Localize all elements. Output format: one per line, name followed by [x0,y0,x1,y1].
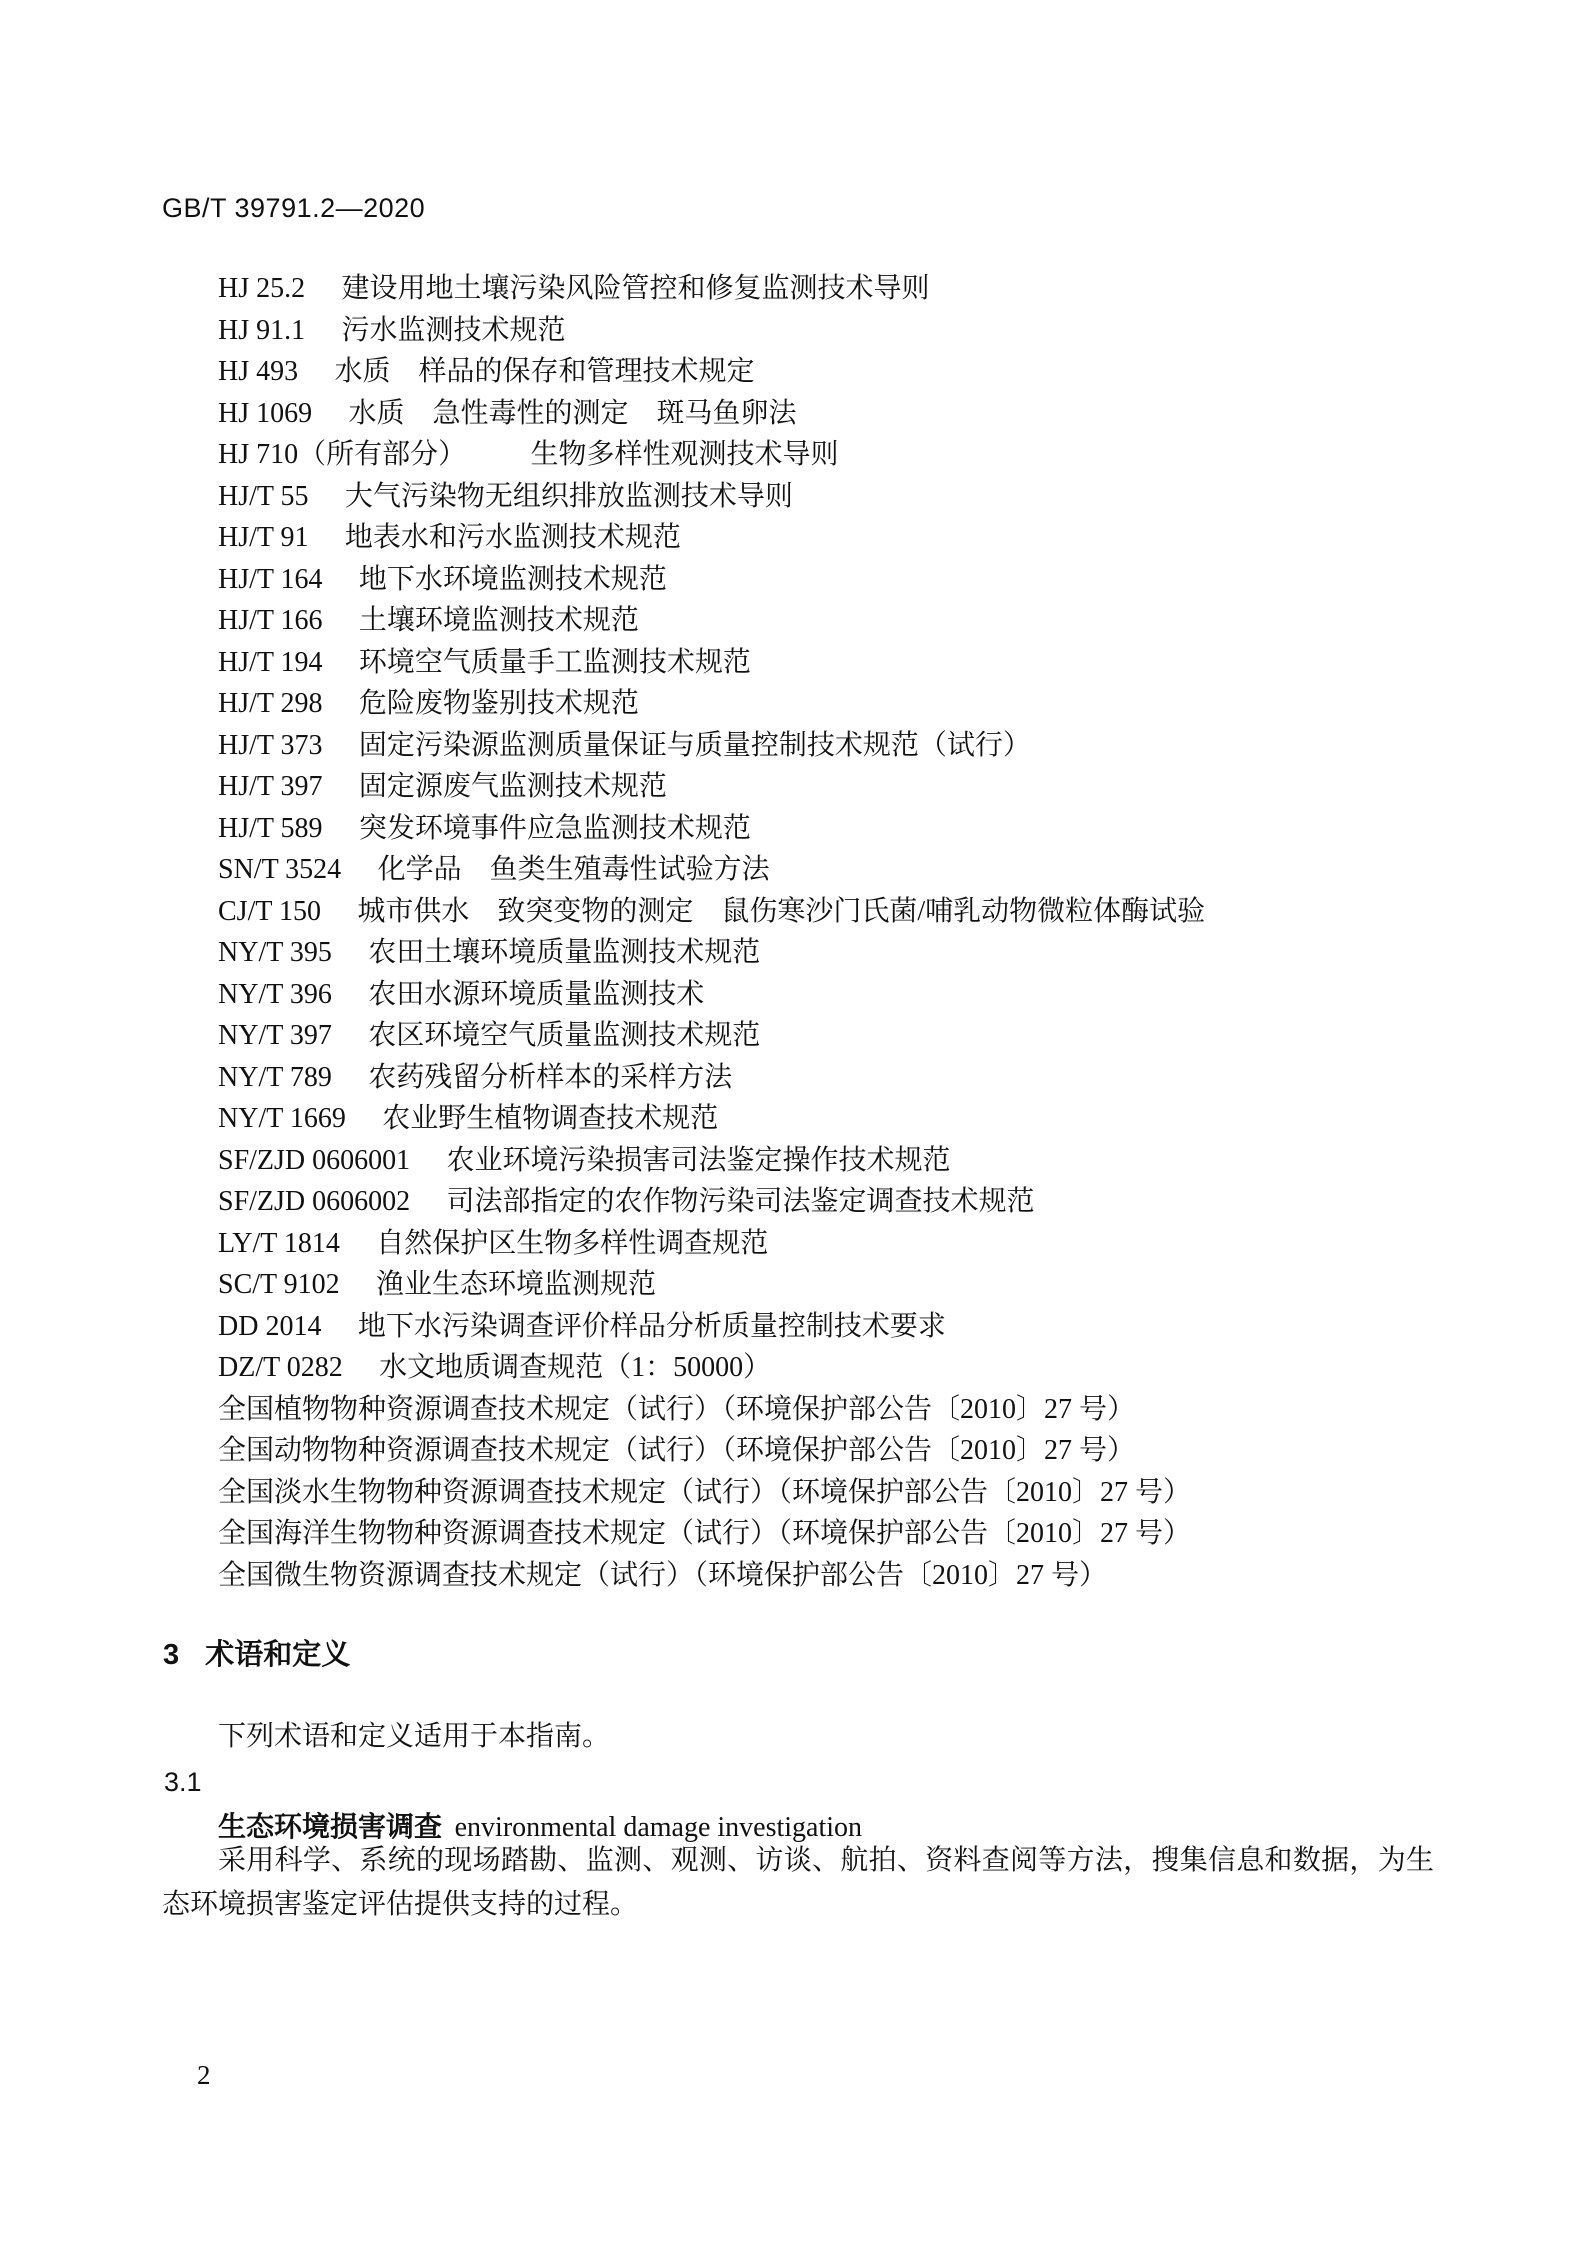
reference-code: DZ/T 0282 [218,1352,343,1383]
reference-title: 农田土壤环境质量监测技术规范 [368,937,761,968]
reference-code: NY/T 1669 [218,1103,346,1134]
reference-item [162,1389,1434,1431]
reference-title: 全国植物物种资源调查技术规定（试行）（环境保护部公告〔2010〕27 号） [218,1393,1136,1425]
reference-title: 全国动物物种资源调查技术规定（试行）（环境保护部公告〔2010〕27 号） [218,1435,1136,1466]
reference-title: 全国微生物资源调查技术规定（试行）（环境保护部公告〔2010〕27 号） [218,1559,1108,1591]
reference-item [162,393,1434,435]
terms-intro-paragraph: 下列术语和定义适用于本指南。 [218,1721,611,1752]
reference-title: 农药残留分析样本的采样方法 [368,1061,733,1093]
reference-code: HJ 493 [218,356,299,387]
reference-code: DD 2014 [218,1310,322,1342]
reference-item [162,1181,1434,1223]
reference-item [162,559,1434,601]
reference-code: HJ/T 166 [218,605,323,636]
page-number: 2 [197,2060,211,2090]
reference-code: SN/T 3524 [218,854,342,885]
reference-title: 农业野生植物调查技术规范 [382,1103,719,1134]
reference-code: SC/T 9102 [218,1269,340,1300]
reference-item [162,1472,1434,1514]
reference-code: HJ/T 373 [218,729,323,761]
reference-title: 固定污染源监测质量保证与质量控制技术规范（试行） [358,729,1031,761]
reference-title: 水质 样品的保存和管理技术规定 [334,356,755,387]
reference-item [162,1513,1434,1555]
reference-code: HJ 25.2 [218,273,306,304]
reference-title: 农区环境空气质量监测技术规范 [368,1020,761,1051]
reference-title: 环境空气质量手工监测技术规范 [358,646,751,678]
reference-item [162,1098,1434,1140]
reference-title: 建设用地土壤污染风险管控和修复监测技术导则 [341,273,930,304]
normative-references-list [162,268,1434,1596]
reference-code: HJ 1069 [218,397,313,429]
reference-code: NY/T 395 [218,937,332,968]
reference-code: LY/T 1814 [218,1227,340,1259]
standard-number-header: GB/T 39791.2—2020 [162,193,426,223]
reference-item [162,517,1434,559]
reference-item [162,725,1434,767]
reference-item [162,1015,1434,1057]
reference-title: 土壤环境监测技术规范 [358,605,639,636]
reference-item [162,1306,1434,1348]
reference-item [162,974,1434,1016]
reference-item [162,1347,1434,1389]
reference-item [162,849,1434,891]
reference-code: NY/T 397 [218,1020,332,1051]
reference-code: NY/T 396 [218,978,332,1010]
reference-title: 渔业生态环境监测规范 [376,1269,657,1300]
reference-title: 固定源废气监测技术规范 [358,771,667,802]
reference-item [162,1555,1434,1597]
reference-title: 危险废物鉴别技术规范 [358,688,639,719]
reference-code: HJ/T 194 [218,646,323,678]
section-3-heading [163,1638,350,1673]
reference-code: HJ 710（所有部分） [218,439,467,470]
reference-code: HJ 91.1 [218,314,306,346]
reference-item [162,1430,1434,1472]
section-3-number: 3 [163,1639,180,1671]
reference-item [162,434,1434,476]
reference-title: 全国淡水生物物种资源调查技术规定（试行）（环境保护部公告〔2010〕27 号） [218,1476,1192,1508]
reference-item [162,683,1434,725]
reference-code: HJ/T 91 [218,522,309,553]
reference-title: 司法部指定的农作物污染司法鉴定调查技术规范 [446,1186,1035,1217]
clause-3-1-number: 3.1 [164,1767,202,1797]
reference-item [162,1264,1434,1306]
reference-title: 地表水和污水监测技术规范 [344,522,681,553]
section-3-title: 术语和定义 [205,1639,351,1671]
reference-title: 生物多样性观测技术导则 [502,439,839,470]
reference-title: 水文地质调查规范（1：50000） [379,1352,772,1383]
reference-title: 地下水污染调查评价样品分析质量控制技术要求 [357,1310,946,1342]
reference-title: 突发环境事件应急监测技术规范 [358,812,751,844]
reference-code: HJ/T 397 [218,771,323,802]
reference-item [162,1140,1434,1182]
reference-item [162,642,1434,684]
reference-title: 地下水环境监测技术规范 [358,563,667,595]
reference-code: SF/ZJD 0606002 [218,1186,411,1217]
reference-item [162,351,1434,393]
reference-code: HJ/T 298 [218,688,323,719]
reference-item [162,1223,1434,1265]
reference-code: SF/ZJD 0606001 [218,1144,411,1176]
reference-title: 水质 急性毒性的测定 斑马鱼卵法 [348,397,797,429]
term-definition-paragraph: 采用科学、系统的现场踏勘、监测、观测、访谈、航拍、资料查阅等方法，搜集信息和数据，为生态环境损害鉴定评估提供支持的过程。 [162,1845,1434,1920]
reference-item [162,808,1434,850]
reference-item [162,268,1434,310]
reference-title: 化学品 鱼类生殖毒性试验方法 [377,854,770,885]
reference-code: CJ/T 150 [218,895,321,927]
reference-item [162,600,1434,642]
reference-title: 农业环境污染损害司法鉴定操作技术规范 [446,1144,951,1176]
reference-title: 全国海洋生物物种资源调查技术规定（试行）（环境保护部公告〔2010〕27 号） [218,1518,1192,1549]
reference-title: 大气污染物无组织排放监测技术导则 [344,480,793,512]
reference-item [162,310,1434,352]
reference-title: 农田水源环境质量监测技术 [368,978,705,1010]
reference-code: NY/T 789 [218,1061,332,1093]
reference-item [162,891,1434,933]
reference-title: 城市供水 致突变物的测定 鼠伤寒沙门氏菌/哺乳动物微粒体酶试验 [357,895,1206,927]
reference-title: 自然保护区生物多样性调查规范 [376,1227,769,1259]
reference-item [162,932,1434,974]
reference-title: 污水监测技术规范 [341,314,566,346]
reference-code: HJ/T 589 [218,812,323,844]
reference-code: HJ/T 164 [218,563,323,595]
reference-item [162,766,1434,808]
reference-code: HJ/T 55 [218,480,309,512]
term-chinese: 生态环境损害调查 [218,1811,443,1842]
reference-item [162,1057,1434,1099]
reference-item [162,476,1434,518]
term-english: environmental damage investigation [454,1812,863,1843]
